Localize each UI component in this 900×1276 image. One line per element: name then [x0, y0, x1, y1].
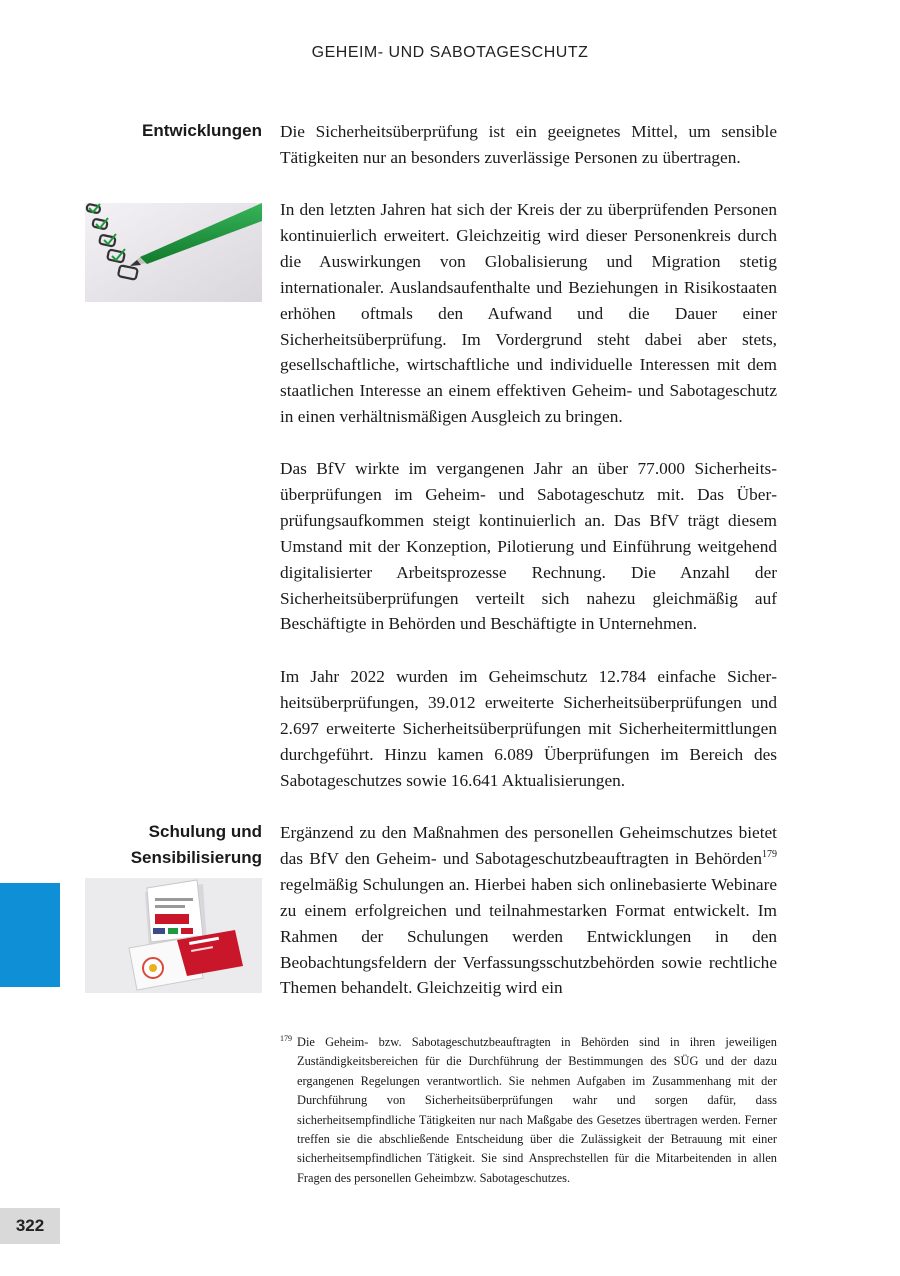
- checklist-photo: [85, 203, 262, 302]
- paragraph: Die Sicherheitsüberprüfung ist ein geeignetes Mittel, um sensible Tätigkeiten nur an besonders zuverlässige Personen zu übertragen.: [280, 122, 777, 167]
- footnote: [280, 1033, 777, 1188]
- brochure-illustration: [85, 878, 262, 993]
- section-heading-entwicklungen: Entwicklungen: [142, 121, 262, 140]
- footnote-reference[interactable]: 179: [762, 849, 777, 861]
- training-text-start: Ergänzend zu den Maßnahmen des personellen Geheimschutzes bietet das BfV den Geheim- und Sabotageschutzbeauftragten in Behörden: [280, 823, 777, 868]
- paragraph: Das BfV wirkte im vergangenen Jahr an über 77.000 Sicherheitsüberprüfungen im Geheim- und Sabotageschutz mit. Das Überprüfungsaufkommen steigt kontinuierlich an. Das BfV trägt diesem Umstand mit der Konzeption, Pilotierung und Einführung weitgehend digitalisierter Arbeitsprozesse Rechnung. Die Anzahl der Sicherheitsüberprüfungen verteilt sich nahezu gleichmäßig auf Beschäftigte in Behörden und Beschäftigte in Unternehmen.: [280, 459, 777, 634]
- footnote-number: 179: [280, 1034, 292, 1043]
- section-heading-line: Schulung und: [148, 822, 262, 841]
- section-heading-schulung: [60, 819, 262, 871]
- checklist-pen-illustration: [85, 203, 262, 302]
- footnote-text: Die Geheim- bzw. Sabotageschutzbeauftragten in Behörden sind in ihren jeweiligen Zuständigkeitsbereichen für die Durchführung der Bestimmungen des SÜG und der dazu ergangenen Regelungen verantwortlich. Sie nehmen Aufgaben im Zusammenhang mit der Durchführung von Sicherheitsüberprüfungen wahr und sorgen dafür, dass sicherheitsempfindliche Tätigkeiten nur nach Maßgabe des Gesetzes übertragen werden. Ferner treffen sie die abschließende Entscheidung über die Zulässigkeit der Betrauung mit einer sicherheitsempfindlichen Tätigkeit. Sie sind Ansprechstellen für die Mitarbeitenden in allen Fragen des personellen Geheimbzw. Sabotageschutzes.: [297, 1035, 777, 1185]
- section-heading-line: Sensibilisierung: [130, 848, 262, 867]
- paragraph: Im Jahr 2022 wurden im Geheimschutz 12.784 einfache Sicherheitsüberprüfungen, 39.012 erweiterte Sicherheitsüberprüfungen und 2.697 erweiterte Sicherheitsüberprüfungen mit Sicherheitermittlungen durchgeführt. Hinzu kamen 6.089 Überprüfungen im Bereich des Sabotageschutzes sowie 16.641 Aktualisierungen.: [280, 667, 777, 790]
- paragraph: In den letzten Jahren hat sich der Kreis der zu überprüfenden Personen kontinuierlich erweitert. Gleichzeitig wird dieser Personenkreis durch die Auswirkungen von Globalisierung und Migration stetig internationaler. Auslandsaufenthalte und Beziehungen in Risikostaaten erhöhen oftmals den Aufwand und die Dauer einer Sicherheitsüberprüfung. Im Vordergrund steht dabei aber stets, gesellschaftliche, wirtschaftliche und individuelle Interessen mit dem staatlichen Interesse an einem effektiven Geheim- und Sabotageschutz in einen verhältnismäßigen Ausgleich zu bringen.: [280, 200, 777, 427]
- brochure-photo: [85, 878, 262, 993]
- paragraph-training: [280, 820, 777, 1001]
- chapter-tab-marker: [0, 883, 60, 987]
- running-head: GEHEIM- UND SABOTAGESCHUTZ: [311, 44, 589, 61]
- page-number: 322: [0, 1208, 60, 1244]
- training-text-end: regelmäßig Schulungen an. Hierbei haben sich onlinebasierte Webinare zu einem erfolgreichen und teilnahmestarken Format entwickelt. Im Rahmen der Schulungen werden Entwicklungen in den Beobachtungsfeldern der Verfassungsschutzbehörden sowie rechtliche Themen behandelt. Gleichzeitig wird ein: [280, 874, 777, 998]
